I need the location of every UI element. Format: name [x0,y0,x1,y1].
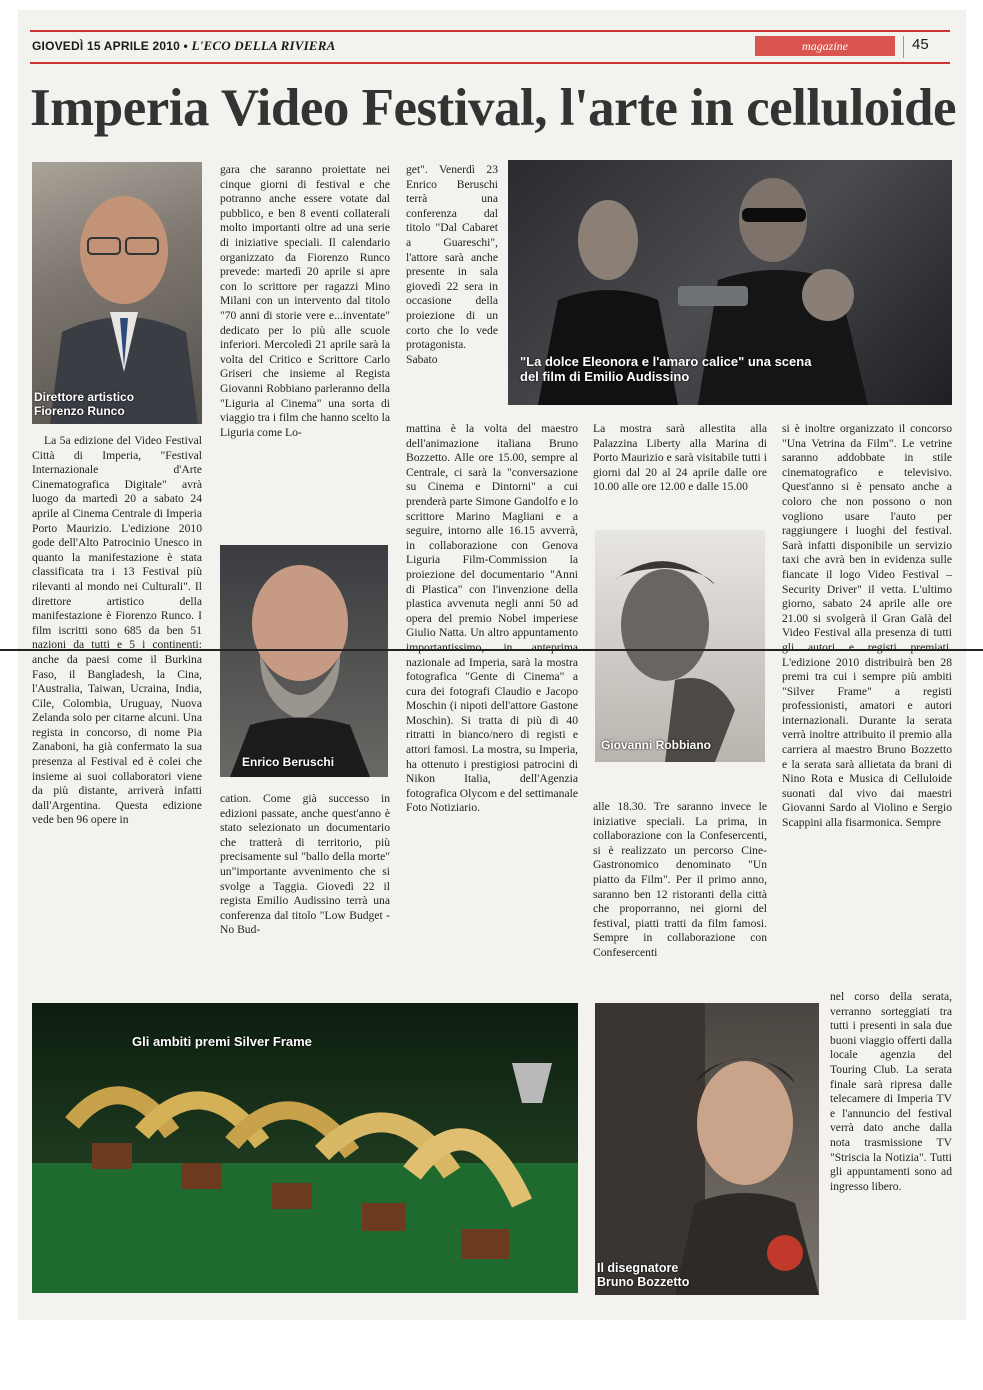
header-rule-bottom [30,62,950,64]
beruschi-caption: Enrico Beruschi [242,755,335,769]
bozzetto-caption: Il disegnatore Bruno Bozzetto [597,1261,690,1289]
beruschi-photo [220,545,388,777]
robbiano-caption: Giovanni Robbiano [601,738,711,752]
article-column-3-bottom [406,422,578,987]
paragraph: get". Venerdì 23 Enrico Beruschi terrà una conferenza dal titolo "Dal Cabaret a Guareschi", l'attore sarà anche presente in sala giovedì 22 sera in occasione della proiezione di un corto che lo vede protagonista. Sabato [406,163,498,366]
robbiano-photo [595,530,765,762]
article-column-2-top [220,163,390,543]
issue-date: GIOVEDÌ 15 APRILE 2010 [32,39,181,53]
portrait-illustration [595,1003,819,1295]
article-headline: Imperia Video Festival, l'arte in celluloide [30,79,956,137]
masthead-line [32,38,335,54]
article-column-4-bottom [593,800,767,990]
paragraph: cation. Come già successo in edizioni passate, anche quest'anno è stato selezionato un documentario che tratterà di territorio, più precisamente sul "ballo della morte" un"importante avvenimento che si svolge a Taggia. Giovedì 22 il regista Emilio Audissino terrà una conferenza dal titolo "Low Budget - No Bud- [220,792,390,937]
paragraph: alle 18.30. Tre saranno invece le iniziative speciali. La prima, in collaborazione con la Confesercenti, si è realizzato un percorso Cine-Gastronomico denominato "Un piatto da Film". Per il primo anno, saranno ben 12 ristoranti della città che proporranno, nei giorni del festival, piatti tratti da film famosi. Sempre in collaborazione con Confesercenti [593,800,767,959]
article-column-5-bottom [830,990,952,1290]
article-column-5-top [782,422,952,990]
awards-caption: Gli ambiti premi Silver Frame [132,1034,312,1049]
paragraph: La mostra sarà allestita alla Palazzina Liberty alla Marina di Porto Maurizio e sarà visitabile tutti i giorni dal 20 al 24 aprile dalle ore 10.00 alle ore 12.00 e dalle 15.00 [593,422,767,494]
paragraph: gara che saranno proiettate nei cinque giorni di festival e che potranno anche essere votate dal pubblico, e ben 8 eventi collaterali molto importanti oltre ad una serie di iniziative speciali. Il calendario organizzato da Fiorenzo Runco prevede: martedì 20 aprile si apre con lo scrittore per ragazzi Mino Milani con un intervento dal titolo "70 anni di storie vere e...inventate" dedicato per lo più alle scuole inferiori. Mercoledì 21 aprile sarà la volta del Critico e Scrittore Carlo Griseri che insieme al Regista Giovanni Robbiano parleranno della "Liguria al Cinema" una sorta di viaggio tra i film che hanno scelto la Liguria come Lo- [220,163,390,439]
paper-name: L'ECO DELLA RIVIERA [191,38,336,53]
paragraph: mattina è la volta del maestro dell'animazione italiana Bruno Bozzetto. Alle ore 15.00, sempre al Centrale, ci sarà la "conversazione su Cinema e Dintorni" a cui prenderà parte Simone Gandolfo e lo scrittore Marino Magliani e a seguire, intorno alle 16.15 avverrà, in collaborazione con Genova Liguria Film-Commission la proiezione del documentario "Anni di Plastica" con l'invenzione della plastica avvenuta negli anni 50 ad opera del premio Nobel imperiese Giulio Natta. Un altro appuntamento importantissimo, in anteprima nazionale ad Imperia, sarà la mostra fotografica "Gente di Cinema" a cura dei fotografi Claudio e Jacopo Moschin (i nipoti dell'attore Gastone Moschin). Si tratta di più di 40 ritratti in bianco/nero di registi e attori famosi. La mostra, su Imperia, ha ottenuto i prestigiosi patrocini di Nikon Italia, dell'Agenzia fotografica Olycom e del settimanale Foto Notiziario. [406,422,578,815]
header-divider [903,36,904,58]
director-photo [32,162,202,424]
header-separator: • [180,39,192,53]
scene-caption: "La dolce Eleonora e l'amaro calice" una scena del film di Emilio Audissino [520,354,812,384]
director-caption: Direttore artistico Fiorenzo Runco [34,390,135,418]
section-tag: magazine [755,36,895,56]
page-number: 45 [912,36,929,53]
paragraph: si è inoltre organizzato il concorso "Una Vetrina da Film". Le vetrine saranno addobbate in stile cinematografico e televisivo. Quest'anno si è pensato anche a coloro che non possono o non vogliono usare l'auto per raggiungere i luoghi del festival. Sarà infatti disponibile un servizio taxi che avrà ben in evidenza sulle fiancate il logo Video Festival – Security Driver" il vetta. L'ultimo giorno, sabato 24 aprile alle ore 21.00 si svolgerà il Gran Galà del Video Festival alla presenza di tutti gli autori e registi premiati. L'edizione 2010 distribuirà ben 28 premi tra cui i sempre più ambiti "Silver Frame" a registi professionisti, amatori e autori internazionali. Durante la serata verrà inoltre attribuito il premio alla carriera al maestro Bruno Bozzetto e la serata sarà allietata da brani di Nino Rota e Musica di Celluloide suonati dal vivo dai maestri Giovanni Sardo al Violino e Sergio Scappini alla fisarmonica. Sempre [782,422,952,830]
portrait-illustration [32,162,202,424]
paragraph: nel corso della serata, verranno sorteggiati tra tutti i presenti in sala due buoni viaggio offerti dalla locale agenzia del Touring Club. La serata finale sarà ripresa dalle telecamere di Imperia TV e l'annuncio del festival verrà dato anche dalla nota trasmissione TV "Striscia la Notizia". Tutti gli appuntamenti sono ad ingresso libero. [830,990,952,1193]
article-column-2-bottom [220,792,390,987]
scan-fold-line [0,649,983,651]
article-column-3-top [406,163,498,421]
article-column-4-top [593,422,767,522]
article-column-1 [32,434,202,986]
portrait-illustration [220,545,388,777]
film-scene-photo [508,160,952,405]
paragraph: La 5a edizione del Video Festival Città di Imperia, "Festival Internazionale d'Arte Cinematografica Digitale" avrà luogo da martedì 20 a sabato 24 aprile al Cinema Centrale di Imperia Porto Maurizio. L'edizione 2010 gode dell'Alto Patrocinio Unesco in quanto la manifestazione è stata classificata tra i 13 Festival più rilevanti al mondo nei Culturali". Il direttore artistico della manifestazione è Fiorenzo Runco. I film iscritti sono 685 da ben 51 nazioni da tutti e 5 i continenti: anche da paesi come il Burkina Faso, il Bangladesh, la Cina, l'Australia, Taiwan, Ucraina, India, Cile, Colombia, Uruguay, Nuova Zelanda solo per citarne alcuni. Una regista in concorso, di nome Pia Zanaboni, ha già confermato la sua presenza al Festival ed è colei che insieme ai suoi collaboratori viene da più distante, arriverà infatti dall'Argentina. Questa edizione vede ben 96 opere in [32,434,202,827]
portrait-illustration [595,530,765,762]
awards-photo [32,1003,578,1293]
header-rule-top [30,30,950,32]
bozzetto-photo [595,1003,819,1295]
